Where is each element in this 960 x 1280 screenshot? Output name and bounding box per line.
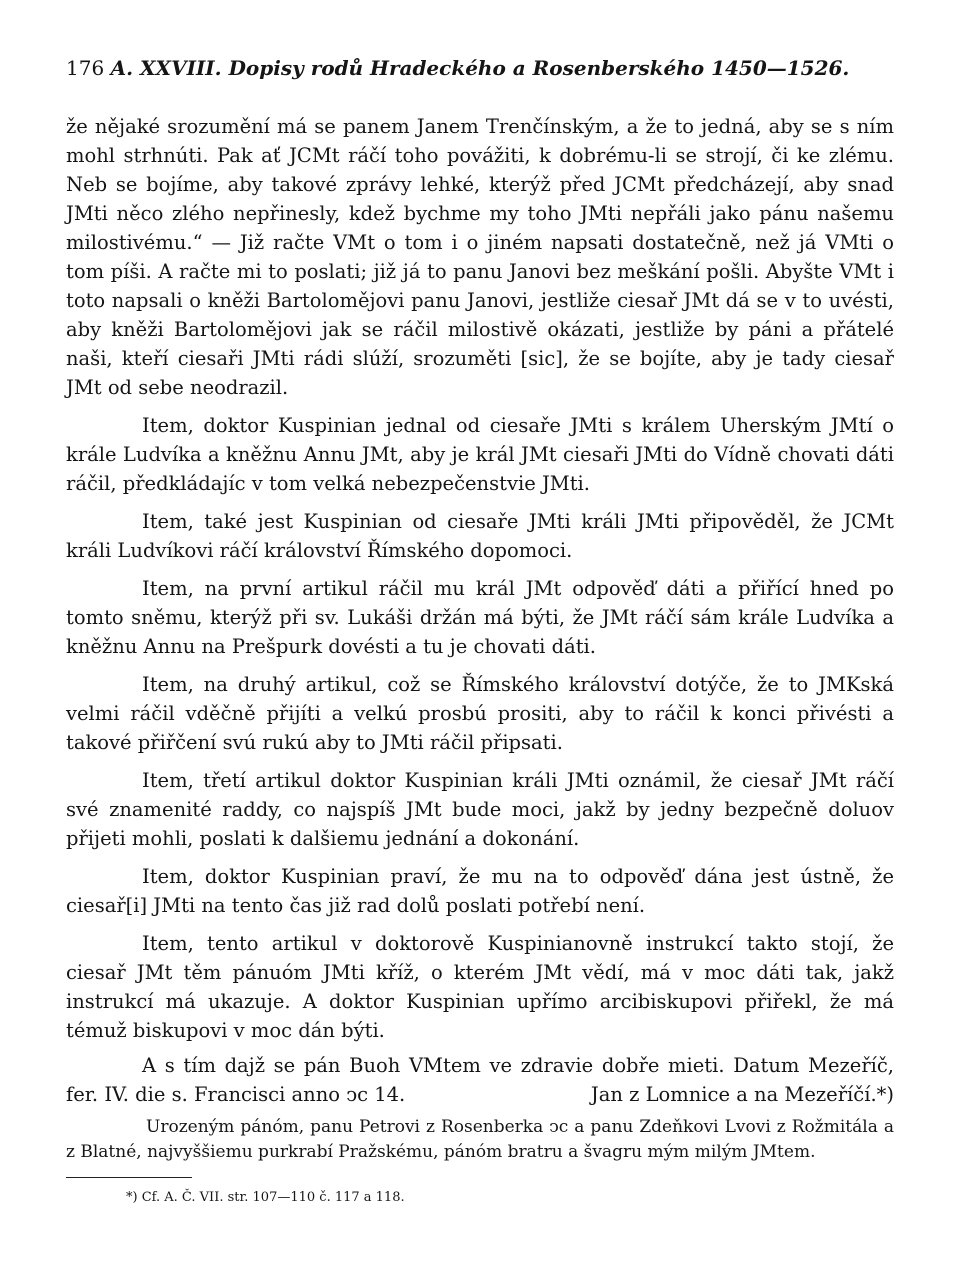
paragraph: Item, na druhý artikul, což se Římského království dotýče, že to JMKská velmi ráčil vděčně přijíti a velkú prosbú prositi, aby to ráčil k konci přivésti a takové přiřčení svú rukú aby to JMti ráčil připsati. xyxy=(66,673,894,754)
page-number: 176 xyxy=(66,56,105,80)
paragraph-continuation: že nějaké srozumění má se panem Janem Trenčínským, a že to jedná, aby se s ním mohl strhnúti. Pak ať JCMt ráčí toho povážiti, k dobrému-li se strojí, či ke zlému. Neb se bojíme, aby takové zprávy lehké, kterýž před JCMt předcházejí, aby snad JMti něco zlého nepřinesly, kdež bychme my toho JMti nepřáli jako pánu našemu milostivému.“ — Již račte VMt o tom i o jiném napsati dostatečně, než já VMti o tom píši. A račte mi to poslati; již já to panu Janovi bez meškání pošli. Abyšte VMt i toto napsali o kněži Bartolomějovi panu Janovi, jestliže ciesař JMt dá se v to uvésti, aby kněži Bartolomějovi jak se ráčil milostivě okázati, jestliže by páni a přátelé naši, kteří ciesaři JMti rádi slúží, srozuměti [sic], že se bojíte, aby je tady ciesař JMt od sebe neodrazil. xyxy=(66,115,894,399)
signature: Jan z Lomnice a na Mezeříčí.*) xyxy=(590,1083,894,1106)
paragraph: Item, tento artikul v doktorově Kuspinianovně instrukcí takto stojí, že ciesař JMt těm pánuóm JMti kříž, o kterém JMt vědí, má v moc dáti tak, jakž instrukcí má ukazuje. A doktor Kuspinian upřímo arcibiskupovi přiřekl, že má témuž biskupovi v moc dán býti. xyxy=(66,932,894,1042)
footnote: *) Cf. A. Č. VII. str. 107—110 č. 117 a 118. xyxy=(126,1190,405,1205)
footnote-divider xyxy=(66,1177,192,1178)
running-head: A. XXVIII. Dopisy rodů Hradeckého a Rosenberského 1450—1526. xyxy=(110,56,850,80)
paragraph: Item, na první artikul ráčil mu král JMt odpověď dáti a přiřící hned po tomto sněmu, kterýž při sv. Lukáši držán má býti, že JMt ráčí sám krále Ludvíka a kněžnu Annu na Prešpurk dovésti a tu je chovati dáti. xyxy=(66,577,894,658)
paragraph: Item, doktor Kuspinian jednal od ciesaře JMti s králem Uherským JMtí o krále Ludvíka a kněžnu Annu JMt, aby je král JMt ciesaři JMti do Vídně chovati dáti ráčil, předkládajíc v tom velká nebezpečenstvie JMti. xyxy=(66,414,894,495)
paragraph: Item, také jest Kuspinian od ciesaře JMti králi JMti připověděl, že JCMt králi Ludvíkovi ráčí království Římského dopomoci. xyxy=(66,510,894,562)
paragraph: Item, doktor Kuspinian praví, že mu na to odpověď dána jest ústně, že ciesař[i] JMti na tento čas již rad dolů poslati potřebí není. xyxy=(66,865,894,917)
closing-text: A s tím dajž se pán Buoh VMtem ve zdravie dobře mieti. Datum Mezeříč, fer. IV. die s. Francisci anno ͻc 14. xyxy=(66,1054,894,1106)
paragraph: Item, třetí artikul doktor Kuspinian králi JMti oznámil, že ciesař JMt ráčí své znamenité raddy, co najspíš JMt bude moci, jakž by jedny bezpečně doluov přijeti mohli, poslati k dalšiemu jednání a dokonání. xyxy=(66,769,894,850)
address: Urozeným pánóm, panu Petrovi z Rosenberka ͻc a panu Zdeňkovi Lvovi z Rožmitála a z Blatné, najvyššiemu purkrabí Pražskému, pánóm bratru a švagru mým milým JMtem. xyxy=(66,1117,894,1162)
document-body xyxy=(66,112,894,1205)
page-header xyxy=(66,56,894,96)
